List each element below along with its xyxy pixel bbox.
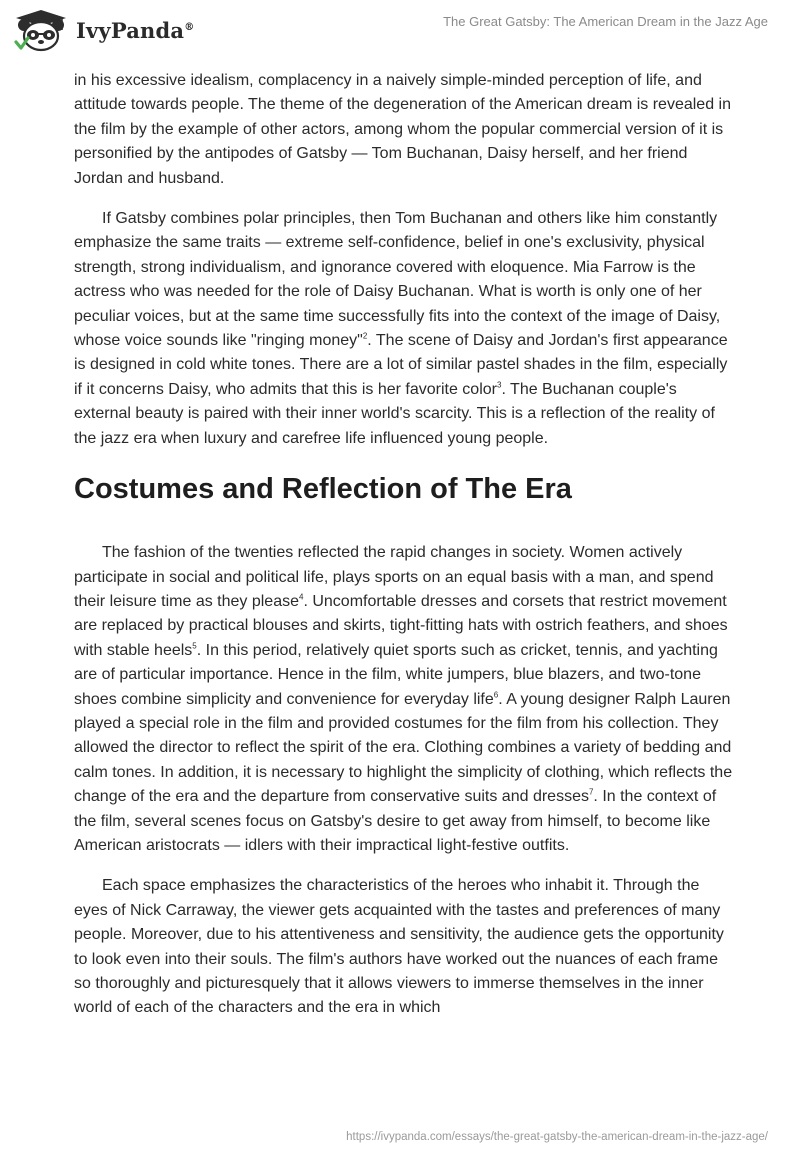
section-heading: Costumes and Reflection of The Era <box>74 473 572 506</box>
page-header <box>0 0 800 60</box>
essay-content <box>74 69 734 1037</box>
paragraph: Each space emphasizes the characteristics of the heroes who inhabit it. Through the eyes of Nick Carraway, the viewer gets acquainted with the tastes and preferences of many people. Moreover, due to his attentiveness and sensitivity, the audience gets the opportunity to look even into their souls. The film's authors have worked out the nuances of each frame so thoroughly and picturesquely that it allows viewers to immerse themselves in the inner world of each of the characters and the era in which <box>74 877 724 1017</box>
footnote-ref[interactable]: 2 <box>362 331 368 341</box>
footnote-ref[interactable]: 4 <box>299 592 304 602</box>
footnote-ref[interactable]: 5 <box>192 641 197 651</box>
footnote-ref[interactable]: 3 <box>496 380 502 390</box>
footnote-ref[interactable]: 6 <box>493 690 499 700</box>
paragraph: If Gatsby combines polar principles, then Tom Buchanan and others like him constantly emphasize the same traits — extreme self-confidence, belief in one's exclusivity, physical strength, strong individualism, and ignorance covered with eloquence. Mia Farrow is the actress who was needed for the role of Daisy Buchanan. What is worth is only one of her peculiar voices, but at the same time successfully fits into the context of the image of Daisy, whose voice sounds like "ringing money"$^2$. The scene of Daisy and Jordan's first appearance is designed in cold white tones. There are a lot of similar pastel shades in the film, especially if it concerns Daisy, who admits that this is her favorite color$^3$. The Buchanan couple's external beauty is paired with their inner world's scarcity. This is a reflection of the reality of the jazz era when luxury and carefree life influenced young people. <box>74 210 728 447</box>
paragraph: in his excessive idealism, complacency in a naively simple-minded perception of life, and attitude towards people. The theme of the degeneration of the American dream is revealed in the film by the example of other actors, among whom the popular commercial version of it is personified by the antipodes of Gatsby — Tom Buchanan, Daisy herself, and her friend Jordan and husband. <box>74 72 731 187</box>
panda-icon <box>12 8 70 52</box>
footnote-ref[interactable]: 7 <box>588 787 594 797</box>
ivypanda-logo[interactable] <box>12 8 194 52</box>
source-url[interactable]: https://ivypanda.com/essays/the-great-gatsby-the-american-dream-in-the-jazz-age/ <box>346 1131 768 1143</box>
paragraph: The fashion of the twenties reflected the rapid changes in society. Women actively participate in social and political life, plays sports on an equal basis with a man, and spend their leisure time as they please$^4$. Uncomfortable dresses and corsets that restrict movement are replaced by practical blouses and skirts, tight-fitting hats with ostrich feathers, and shoes with stable heels$^5$. In this period, relatively quiet sports such as cricket, tennis, and yachting are of particular importance. Hence in the film, white jumpers, blue blazers, and two-tone shoes combine simplicity and convenience for everyday life$^6$. A young designer Ralph Lauren played a special role in the film and provided costumes for the film from his collection. They allowed the director to reflect the spirit of the era. Clothing combines a variety of bedding and calm tones. In addition, it is necessary to highlight the simplicity of clothing, which reflects the change of the era and the departure from conservative suits and dresses$^7$. In the context of the film, several scenes focus on Gatsby's desire to get away from himself, to become like American aristocrats — idlers with their impractical light-festive outfits. <box>74 544 733 854</box>
brand-name: IvyPanda® <box>76 17 195 43</box>
document-title: The Great Gatsby: The American Dream in the Jazz Age <box>443 14 768 29</box>
